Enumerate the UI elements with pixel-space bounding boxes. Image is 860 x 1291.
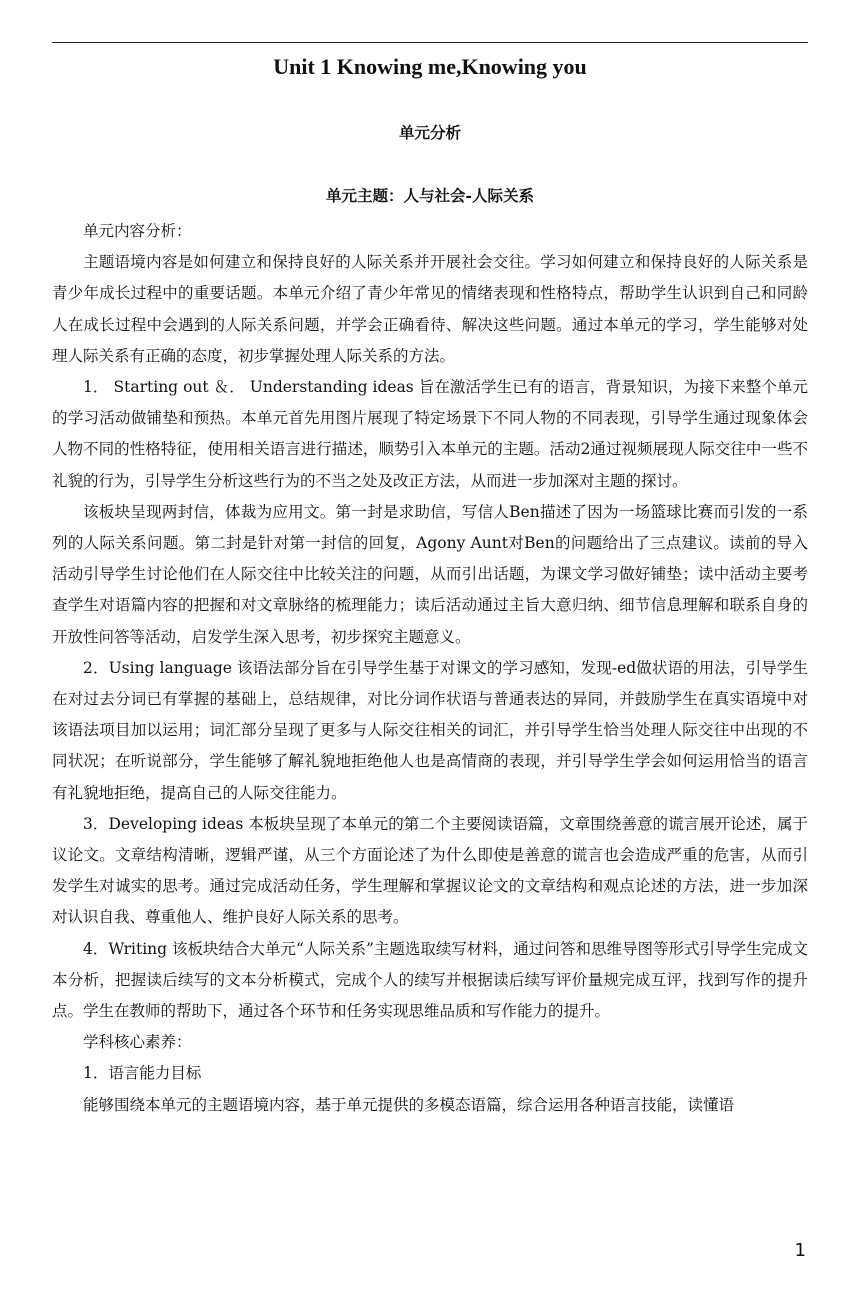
- paragraph-content-analysis-label: 单元内容分析：: [83, 222, 192, 240]
- paragraph-using-language: 2．Using language 该语法部分旨在引导学生基于对课文的学习感知，发现-ed做状语的用法，引导学生在对过去分词已有掌握的基础上，总结规律，对比分词作状语与普通表达的异同，并鼓励学生在真实语境中对该语法项目加以运用；词汇部分呈现了更多与人际交往相关的词汇，并引导学生恰当处理人际交往中出现的不同状况；在听说部分，学生能够了解礼貌地拒绝他人也是高情商的表现，并引导学生学会如何运用恰当的语言有礼貌地拒绝，提高自己的人际交往能力。: [52, 658, 808, 802]
- header-rule: [52, 42, 808, 43]
- paragraph-starting-out: 1． Starting out ＆． Understanding ideas 旨在激活学生已有的语言，背景知识，为接下来整个单元的学习活动做铺垫和预热。本单元首先用图片展现了特定场景下不同人物的不同表现，引导学生通过现象体会人物不同的性格特征，使用相关语言进行描述，顺势引入本单元的主题。活动2通过视频展现人际交往中一些不礼貌的行为，引导学生分析这些行为的不当之处及改正方法，从而进一步加深对主题的探讨。: [52, 378, 808, 490]
- section-heading: 单元分析: [398, 123, 461, 142]
- paragraph-letters: 该板块呈现两封信，体裁为应用文。第一封是求助信，写信人Ben描述了因为一场篮球比赛而引发的一系列的人际关系问题。第二封是针对第一封信的回复，Agony Aunt对Ben的问题给出了三点建议。读前的导入活动引导学生讨论他们在人际交往中比较关注的问题，从而引出话题，为课文学习做好铺垫；读中活动主要考查学生对语篇内容的把握和对文章脉络的梳理能力；读后活动通过主旨大意归纳、细节信息理解和联系自身的开放性问答等活动，启发学生深入思考，初步探究主题意义。: [52, 502, 808, 646]
- paragraph-language-goal-text: 能够围绕本单元的主题语境内容，基于单元提供的多模态语篇，综合运用各种语言技能，读懂语: [83, 1095, 735, 1114]
- paragraph-core-literacy-label: 学科核心素养：: [83, 1033, 192, 1052]
- page-number: 1: [794, 1240, 806, 1261]
- paragraph-writing: 4．Writing 该板块结合大单元“人际关系”主题选取续写材料，通过问答和思维导图等形式引导学生完成文本分析，把握读后续写的文本分析模式，完成个人的续写并根据读后续写评价量规完成互评，找到写作的提升点。学生在教师的帮助下，通过各个环节和任务实现思维品质和写作能力的提升。: [52, 939, 808, 1021]
- paragraph-context-overview: 主题语境内容是如何建立和保持良好的人际关系并开展社会交往。学习如何建立和保持良好的人际关系是青少年成长过程中的重要话题。本单元介绍了青少年常见的情绪表现和性格特点，帮助学生认识到自己和同龄人在成长过程中会遇到的人际关系问题，并学会正确看待、解决这些问题。通过本单元的学习，学生能够对处理人际关系有正确的态度，初步掌握处理人际关系的方法。: [52, 253, 808, 365]
- theme-heading: 单元主题：人与社会-人际关系: [326, 186, 534, 205]
- document-body: [52, 216, 808, 1121]
- document-title: Unit 1 Knowing me,Knowing you: [273, 54, 587, 79]
- paragraph-language-goal-label: 1．语言能力目标: [83, 1064, 202, 1083]
- paragraph-developing-ideas: 3．Developing ideas 本板块呈现了本单元的第二个主要阅读语篇，文章围绕善意的谎言展开论述，属于议论文。文章结构清晰，逻辑严谨，从三个方面论述了为什么即使是善意的谎言也会造成严重的危害，从而引发学生对诚实的思考。通过完成活动任务，学生理解和掌握议论文的文章结构和观点论述的方法，进一步加深对认识自我、尊重他人、维护良好人际关系的思考。: [52, 814, 808, 927]
